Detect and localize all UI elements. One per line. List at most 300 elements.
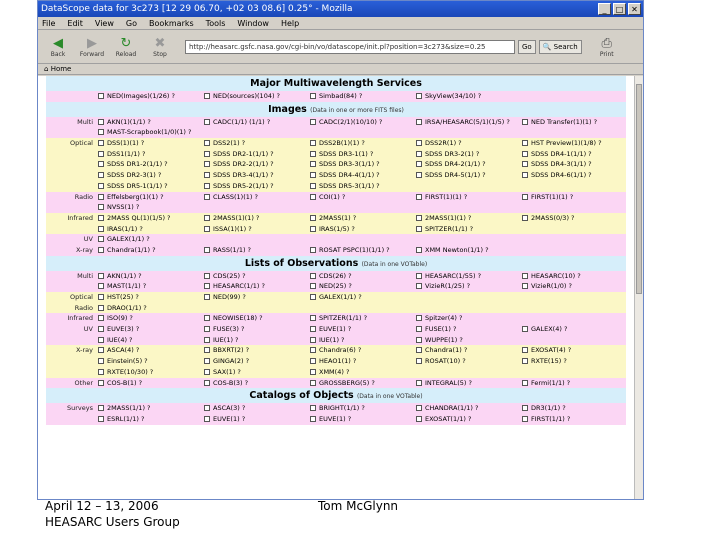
service-checkbox[interactable] — [522, 380, 528, 386]
reload-button[interactable]: ↻ Reload — [115, 35, 137, 58]
service-row — [46, 245, 626, 256]
service-link[interactable]: VizieR(1/25) ? — [425, 282, 471, 291]
service-cell — [202, 324, 308, 335]
menu-item[interactable]: File — [42, 18, 56, 28]
service-link[interactable]: SDSS DR4-6(1/1) ? — [531, 171, 592, 180]
service-link[interactable]: VizieR(1/0) ? — [531, 282, 572, 291]
service-checkbox[interactable] — [416, 119, 422, 125]
service-cell — [308, 213, 414, 224]
service-link[interactable]: SDSS DR2-3(1) ? — [107, 171, 162, 180]
service-checkbox[interactable] — [98, 337, 104, 343]
service-checkbox[interactable] — [522, 283, 528, 289]
service-checkbox[interactable] — [416, 283, 422, 289]
service-row — [46, 292, 626, 303]
service-checkbox[interactable] — [416, 358, 422, 364]
service-cell — [414, 345, 520, 356]
service-link[interactable]: 2MASS(1/1) ? — [107, 404, 151, 413]
service-row — [46, 234, 626, 245]
service-checkbox[interactable] — [98, 369, 104, 375]
service-checkbox[interactable] — [98, 194, 104, 200]
menu-bar — [38, 17, 643, 30]
service-link[interactable]: NED Transfer(1)(1) ? — [531, 117, 598, 126]
service-link[interactable]: SDSS DR1-2(1/1) ? — [107, 160, 168, 169]
service-cell — [96, 292, 202, 303]
service-checkbox[interactable] — [310, 140, 316, 146]
service-link[interactable]: ESRL(1/1) ? — [107, 414, 145, 423]
service-link[interactable]: Chandra(1) ? — [425, 346, 468, 355]
service-cell — [96, 91, 202, 102]
service-link[interactable]: SDSS DR4-5(1/1) ? — [425, 171, 486, 180]
menu-item[interactable]: Help — [280, 18, 300, 28]
service-cell — [308, 335, 414, 346]
service-link[interactable]: FUSE(3) ? — [213, 325, 245, 334]
forward-button[interactable]: ▶ Forward — [79, 35, 105, 58]
service-link[interactable]: 2MASS QL(1)(1/5) ? — [107, 213, 171, 222]
service-checkbox[interactable] — [310, 369, 316, 375]
service-checkbox[interactable] — [204, 347, 210, 353]
service-link[interactable]: BBXRT(2) ? — [213, 346, 250, 355]
service-checkbox[interactable] — [98, 161, 104, 167]
service-checkbox[interactable] — [310, 294, 316, 300]
service-link[interactable]: SDSS DR2-1(1/1) ? — [213, 149, 274, 158]
service-link[interactable]: Effelsberg(1)(1) ? — [107, 192, 164, 201]
service-checkbox[interactable] — [416, 93, 422, 99]
service-checkbox[interactable] — [310, 194, 316, 200]
service-cell — [308, 313, 414, 324]
service-link[interactable]: Spitzer(4) ? — [425, 314, 463, 323]
service-link[interactable]: ASCA(4) ? — [107, 346, 140, 355]
service-link[interactable]: CLASS(1)(1) ? — [213, 192, 258, 201]
service-checkbox[interactable] — [416, 194, 422, 200]
service-checkbox[interactable] — [204, 119, 210, 125]
service-checkbox[interactable] — [204, 380, 210, 386]
service-cell — [96, 127, 202, 138]
search-button[interactable]: 🔍 Search — [539, 40, 582, 54]
service-cell — [414, 213, 520, 224]
service-link[interactable]: FIRST(1)(1) ? — [425, 192, 468, 201]
service-row — [46, 117, 626, 128]
service-cell — [202, 292, 308, 303]
service-link[interactable]: Simbad(84) ? — [319, 92, 363, 100]
service-checkbox[interactable] — [310, 326, 316, 332]
service-link[interactable]: SPITZER(1/1) ? — [425, 224, 474, 233]
service-checkbox[interactable] — [98, 380, 104, 386]
service-link[interactable]: GALEX(4) ? — [531, 325, 568, 334]
service-cell — [520, 335, 626, 346]
service-checkbox[interactable] — [522, 326, 528, 332]
service-link[interactable]: DSS1(1/1) ? — [107, 149, 146, 158]
service-link[interactable]: 2MASS(1) ? — [319, 213, 357, 222]
service-checkbox[interactable] — [98, 215, 104, 221]
service-link[interactable]: IUE(1) ? — [213, 335, 239, 344]
service-checkbox[interactable] — [204, 172, 210, 178]
service-link[interactable]: ISSA(1)(1) ? — [213, 224, 252, 233]
service-link[interactable]: DSS(1)(1) ? — [107, 139, 145, 148]
service-checkbox[interactable] — [522, 161, 528, 167]
service-checkbox[interactable] — [98, 347, 104, 353]
service-checkbox[interactable] — [522, 405, 528, 411]
service-link[interactable]: SDSS DR4-1(1/1) ? — [531, 149, 592, 158]
service-cell — [202, 149, 308, 160]
service-link[interactable]: DSS2R(1) ? — [425, 139, 462, 148]
service-link[interactable]: DSS2B(1)(1) ? — [319, 139, 365, 148]
service-link[interactable]: 2MASS(1)(1) ? — [425, 213, 472, 222]
service-checkbox[interactable] — [204, 405, 210, 411]
service-link[interactable]: NVSS(1) ? — [107, 203, 140, 212]
service-link[interactable]: DRAO(1/1) ? — [107, 303, 147, 312]
scrollbar-thumb[interactable] — [636, 84, 642, 294]
service-checkbox[interactable] — [98, 151, 104, 157]
service-checkbox[interactable] — [204, 226, 210, 232]
service-cell — [414, 303, 520, 314]
service-link[interactable]: CADC(2/1)(10/10) ? — [319, 117, 383, 126]
service-checkbox[interactable] — [204, 140, 210, 146]
menu-item[interactable]: View — [94, 18, 114, 28]
section-header-images — [46, 102, 626, 117]
service-cell — [308, 245, 414, 256]
service-checkbox[interactable] — [310, 358, 316, 364]
service-checkbox[interactable] — [98, 183, 104, 189]
service-checkbox[interactable] — [98, 326, 104, 332]
service-cell — [308, 324, 414, 335]
service-checkbox[interactable] — [310, 172, 316, 178]
service-row — [46, 213, 626, 224]
service-cell — [202, 414, 308, 425]
service-link[interactable]: CDS(25) ? — [213, 271, 246, 280]
service-row — [46, 127, 626, 138]
service-link[interactable]: EXOSAT(4) ? — [531, 346, 572, 355]
service-link[interactable]: FIRST(1)(1) ? — [531, 192, 574, 201]
service-link[interactable]: CHANDRA(1/1) ? — [425, 404, 479, 413]
service-link[interactable]: Einstein(5) ? — [107, 357, 148, 366]
service-link[interactable]: IRAS(1/5) ? — [319, 224, 355, 233]
service-checkbox[interactable] — [522, 358, 528, 364]
service-checkbox[interactable] — [204, 283, 210, 289]
service-link[interactable]: ROSAT(10) ? — [425, 357, 466, 366]
service-checkbox[interactable] — [204, 183, 210, 189]
service-checkbox[interactable] — [98, 119, 104, 125]
service-link[interactable]: SAX(1) ? — [213, 367, 241, 376]
service-link[interactable]: SDSS DR5-2(1/1) ? — [213, 181, 274, 190]
service-link[interactable]: Chandra(1/1) ? — [107, 245, 156, 254]
service-checkbox[interactable] — [310, 247, 316, 253]
service-link[interactable]: IUE(1) ? — [319, 335, 345, 344]
service-link[interactable]: INTEGRAL(5) ? — [425, 378, 472, 387]
service-checkbox[interactable] — [98, 172, 104, 178]
service-link[interactable]: BRIGHT(1/1) ? — [319, 404, 365, 413]
service-link[interactable]: SPITZER(1/1) ? — [319, 314, 368, 323]
service-link[interactable]: IRAS(1/1) ? — [107, 224, 143, 233]
service-link[interactable]: NED(25) ? — [319, 282, 352, 291]
service-cell — [96, 245, 202, 256]
service-link[interactable]: IRSA/HEASARC(5/1)(1/5) ? — [425, 117, 510, 126]
service-checkbox[interactable] — [522, 347, 528, 353]
service-checkbox[interactable] — [310, 283, 316, 289]
service-checkbox[interactable] — [98, 204, 104, 210]
waveband-label: Multi — [77, 271, 93, 280]
service-row — [46, 91, 626, 102]
service-checkbox[interactable] — [522, 140, 528, 146]
service-link[interactable]: XMM(4) ? — [319, 367, 350, 376]
service-cell — [414, 234, 520, 245]
maximize-button[interactable]: □ — [613, 3, 626, 15]
service-cell — [96, 170, 202, 181]
url-input[interactable]: http://heasarc.gsfc.nasa.gov/cgi-bin/vo/datascope/init.pl?position=3c273&size=0.25 — [185, 40, 515, 54]
service-checkbox[interactable] — [204, 315, 210, 321]
service-link[interactable]: SDSS DR3-1(1) ? — [319, 149, 374, 158]
service-link[interactable]: SkyView(34/10) ? — [425, 92, 482, 100]
service-cell — [202, 202, 308, 213]
service-cell — [202, 159, 308, 170]
service-checkbox[interactable] — [310, 215, 316, 221]
service-checkbox[interactable] — [310, 416, 316, 422]
service-link[interactable]: HST Preview(1)(1/8) ? — [531, 139, 602, 148]
service-checkbox[interactable] — [98, 305, 104, 311]
service-checkbox[interactable] — [416, 347, 422, 353]
service-link[interactable]: Chandra(6) ? — [319, 346, 362, 355]
service-cell — [414, 202, 520, 213]
service-checkbox[interactable] — [522, 194, 528, 200]
service-link[interactable]: SDSS DR5-3(1/1) ? — [319, 181, 380, 190]
waveband-label — [46, 127, 96, 138]
service-link[interactable]: EXOSAT(1/1) ? — [425, 414, 472, 423]
service-link[interactable]: HEASARC(1/55) ? — [425, 271, 482, 280]
service-checkbox[interactable] — [98, 405, 104, 411]
service-cell — [520, 181, 626, 192]
service-cell — [96, 234, 202, 245]
close-button[interactable]: ✕ — [628, 3, 641, 15]
service-link[interactable]: SDSS DR4-2(1/1) ? — [425, 160, 486, 169]
service-row — [46, 224, 626, 235]
service-checkbox[interactable] — [310, 151, 316, 157]
service-link[interactable]: COS-B(1) ? — [107, 378, 143, 387]
service-checkbox[interactable] — [416, 215, 422, 221]
service-cell — [520, 234, 626, 245]
service-link[interactable]: RASS(1/1) ? — [213, 245, 252, 254]
service-link[interactable]: COI(1) ? — [319, 192, 346, 201]
home-bookmark[interactable]: ⌂ Home — [44, 65, 72, 73]
service-checkbox[interactable] — [204, 358, 210, 364]
service-checkbox[interactable] — [416, 151, 422, 157]
service-checkbox[interactable] — [310, 273, 316, 279]
service-checkbox[interactable] — [416, 161, 422, 167]
service-link[interactable]: FIRST(1/1) ? — [531, 414, 571, 423]
service-checkbox[interactable] — [204, 294, 210, 300]
service-checkbox[interactable] — [310, 226, 316, 232]
service-link[interactable]: CADC(1/1) (1/1) ? — [213, 117, 271, 126]
service-link[interactable]: SDSS DR4-3(1/1) ? — [531, 160, 592, 169]
service-checkbox[interactable] — [98, 315, 104, 321]
service-link[interactable]: EUVE(3) ? — [107, 325, 140, 334]
service-checkbox[interactable] — [310, 380, 316, 386]
menu-item[interactable]: Bookmarks — [148, 18, 194, 28]
menu-item[interactable]: Window — [237, 18, 269, 28]
service-link[interactable]: IUE(4) ? — [107, 335, 133, 344]
forward-arrow-icon: ▶ — [87, 35, 97, 51]
service-link[interactable]: SDSS DR3-2(1) ? — [425, 149, 480, 158]
service-cell — [96, 117, 202, 128]
service-checkbox[interactable] — [416, 172, 422, 178]
service-checkbox[interactable] — [416, 226, 422, 232]
service-link[interactable]: GROSSBERG(5) ? — [319, 378, 375, 387]
waveband-label: Radio — [74, 303, 93, 312]
service-link[interactable]: RXTE(15) ? — [531, 357, 567, 366]
service-checkbox[interactable] — [98, 226, 104, 232]
print-button[interactable]: ⎙ Print — [599, 35, 614, 58]
service-checkbox[interactable] — [310, 93, 316, 99]
service-checkbox[interactable] — [204, 247, 210, 253]
service-cell — [414, 245, 520, 256]
service-link[interactable]: 2MASS(1)(1) ? — [213, 213, 260, 222]
service-link[interactable]: DR3(1/1) ? — [531, 404, 566, 413]
service-link[interactable]: HEASARC(1/1) ? — [213, 282, 265, 291]
service-checkbox[interactable] — [98, 93, 104, 99]
service-link[interactable]: HST(25) ? — [107, 293, 139, 301]
service-checkbox[interactable] — [416, 326, 422, 332]
service-checkbox[interactable] — [522, 151, 528, 157]
service-cell — [308, 117, 414, 128]
service-link[interactable]: ASCA(3) ? — [213, 404, 246, 413]
service-link[interactable]: ROSAT PSPC(1)(1/1) ? — [319, 245, 390, 254]
service-checkbox[interactable] — [98, 416, 104, 422]
service-checkbox[interactable] — [204, 161, 210, 167]
service-link[interactable]: NED(Images)(1/26) ? — [107, 92, 175, 100]
service-link[interactable]: XMM Newton(1/1) ? — [425, 245, 489, 254]
service-link[interactable]: COS-B(3) ? — [213, 378, 249, 387]
service-cell — [308, 192, 414, 203]
service-checkbox[interactable] — [204, 215, 210, 221]
service-link[interactable]: WUPPE(1) ? — [425, 335, 463, 344]
service-link[interactable]: SDSS DR4-4(1/1) ? — [319, 171, 380, 180]
service-link[interactable]: SDSS DR2-2(1/1) ? — [213, 160, 274, 169]
service-link[interactable]: MAST-Scrapbook(1/0)(1) ? — [107, 128, 192, 137]
service-checkbox[interactable] — [98, 247, 104, 253]
service-link[interactable]: EUVE(1) ? — [213, 414, 246, 423]
service-cell — [414, 281, 520, 292]
service-checkbox[interactable] — [522, 273, 528, 279]
service-checkbox[interactable] — [416, 337, 422, 343]
service-checkbox[interactable] — [204, 369, 210, 375]
service-link[interactable]: 2MASS(0/3) ? — [531, 213, 575, 222]
service-cell — [308, 403, 414, 414]
service-checkbox[interactable] — [522, 119, 528, 125]
service-cell — [414, 149, 520, 160]
service-checkbox[interactable] — [416, 315, 422, 321]
service-checkbox[interactable] — [416, 416, 422, 422]
menu-item[interactable]: Edit — [67, 18, 83, 28]
service-checkbox[interactable] — [204, 416, 210, 422]
service-link[interactable]: ISO(9) ? — [107, 314, 133, 323]
service-cell — [308, 149, 414, 160]
service-checkbox[interactable] — [416, 273, 422, 279]
service-checkbox[interactable] — [310, 405, 316, 411]
service-checkbox[interactable] — [98, 273, 104, 279]
service-checkbox[interactable] — [310, 347, 316, 353]
waveband-label — [46, 159, 96, 170]
stop-button[interactable]: ✖ Stop — [153, 35, 167, 58]
service-link[interactable]: NEOWISE(18) ? — [213, 314, 263, 323]
service-checkbox[interactable] — [310, 337, 316, 343]
service-checkbox[interactable] — [204, 194, 210, 200]
service-checkbox[interactable] — [310, 183, 316, 189]
service-checkbox[interactable] — [204, 273, 210, 279]
service-cell — [520, 303, 626, 314]
service-link[interactable]: AKN(1)(1/1) ? — [107, 117, 151, 126]
service-checkbox[interactable] — [98, 236, 104, 242]
service-link[interactable]: HEAO1(1) ? — [319, 357, 357, 366]
vertical-scrollbar[interactable] — [634, 76, 643, 500]
service-cell — [308, 292, 414, 303]
service-checkbox[interactable] — [204, 326, 210, 332]
back-button[interactable]: ◀ Back — [50, 35, 66, 58]
service-link[interactable]: GALEX(1/1) ? — [107, 235, 150, 244]
service-link[interactable]: CDS(26) ? — [319, 271, 352, 280]
service-link[interactable]: DSS2(1) ? — [213, 139, 246, 148]
service-link[interactable]: MAST(1/1) ? — [107, 282, 147, 291]
service-link[interactable]: Fermi(1/1) ? — [531, 378, 571, 387]
service-link[interactable]: AKN(1/1) ? — [107, 271, 142, 280]
service-checkbox[interactable] — [310, 161, 316, 167]
service-checkbox[interactable] — [416, 140, 422, 146]
datascope-results — [46, 76, 626, 425]
service-checkbox[interactable] — [204, 337, 210, 343]
section-header-obs — [46, 256, 626, 271]
service-link[interactable]: NED(99) ? — [213, 293, 246, 301]
service-checkbox[interactable] — [416, 247, 422, 253]
service-cell — [202, 245, 308, 256]
waveband-label: Multi — [77, 117, 93, 126]
section-header-cat — [46, 388, 626, 403]
slide-footer-author: Tom McGlynn — [318, 499, 399, 513]
service-link[interactable]: SDSS DR5-1(1/1) ? — [107, 181, 168, 190]
service-link[interactable]: GINGA(2) ? — [213, 357, 250, 366]
service-link[interactable]: SDSS DR3-3(1/1) ? — [319, 160, 380, 169]
menu-item[interactable]: Tools — [205, 18, 226, 28]
service-link[interactable]: RXTE(10/30) ? — [107, 367, 154, 376]
service-checkbox[interactable] — [416, 380, 422, 386]
go-button[interactable]: Go — [518, 40, 536, 54]
service-link[interactable]: SDSS DR3-4(1/1) ? — [213, 171, 274, 180]
service-checkbox[interactable] — [204, 93, 210, 99]
service-cell — [520, 159, 626, 170]
minimize-button[interactable]: _ — [598, 3, 611, 15]
service-checkbox[interactable] — [204, 151, 210, 157]
service-cell — [308, 356, 414, 367]
service-cell — [414, 367, 520, 378]
service-checkbox[interactable] — [522, 416, 528, 422]
service-cell — [202, 170, 308, 181]
service-row — [46, 345, 626, 356]
service-checkbox[interactable] — [98, 358, 104, 364]
service-link[interactable]: NED(sources)(104) ? — [213, 92, 281, 100]
service-checkbox[interactable] — [98, 140, 104, 146]
service-checkbox[interactable] — [310, 315, 316, 321]
service-link[interactable]: HEASARC(10) ? — [531, 271, 581, 280]
service-checkbox[interactable] — [522, 215, 528, 221]
service-link[interactable]: FUSE(1) ? — [425, 325, 457, 334]
service-link[interactable]: GALEX(1/1) ? — [319, 293, 362, 301]
service-checkbox[interactable] — [310, 119, 316, 125]
service-checkbox[interactable] — [98, 129, 104, 135]
service-checkbox[interactable] — [98, 283, 104, 289]
service-link[interactable]: EUVE(1) ? — [319, 325, 352, 334]
service-checkbox[interactable] — [522, 172, 528, 178]
service-checkbox[interactable] — [416, 405, 422, 411]
service-cell — [414, 181, 520, 192]
service-checkbox[interactable] — [98, 294, 104, 300]
menu-item[interactable]: Go — [125, 18, 137, 28]
service-link[interactable]: EUVE(1) ? — [319, 414, 352, 423]
